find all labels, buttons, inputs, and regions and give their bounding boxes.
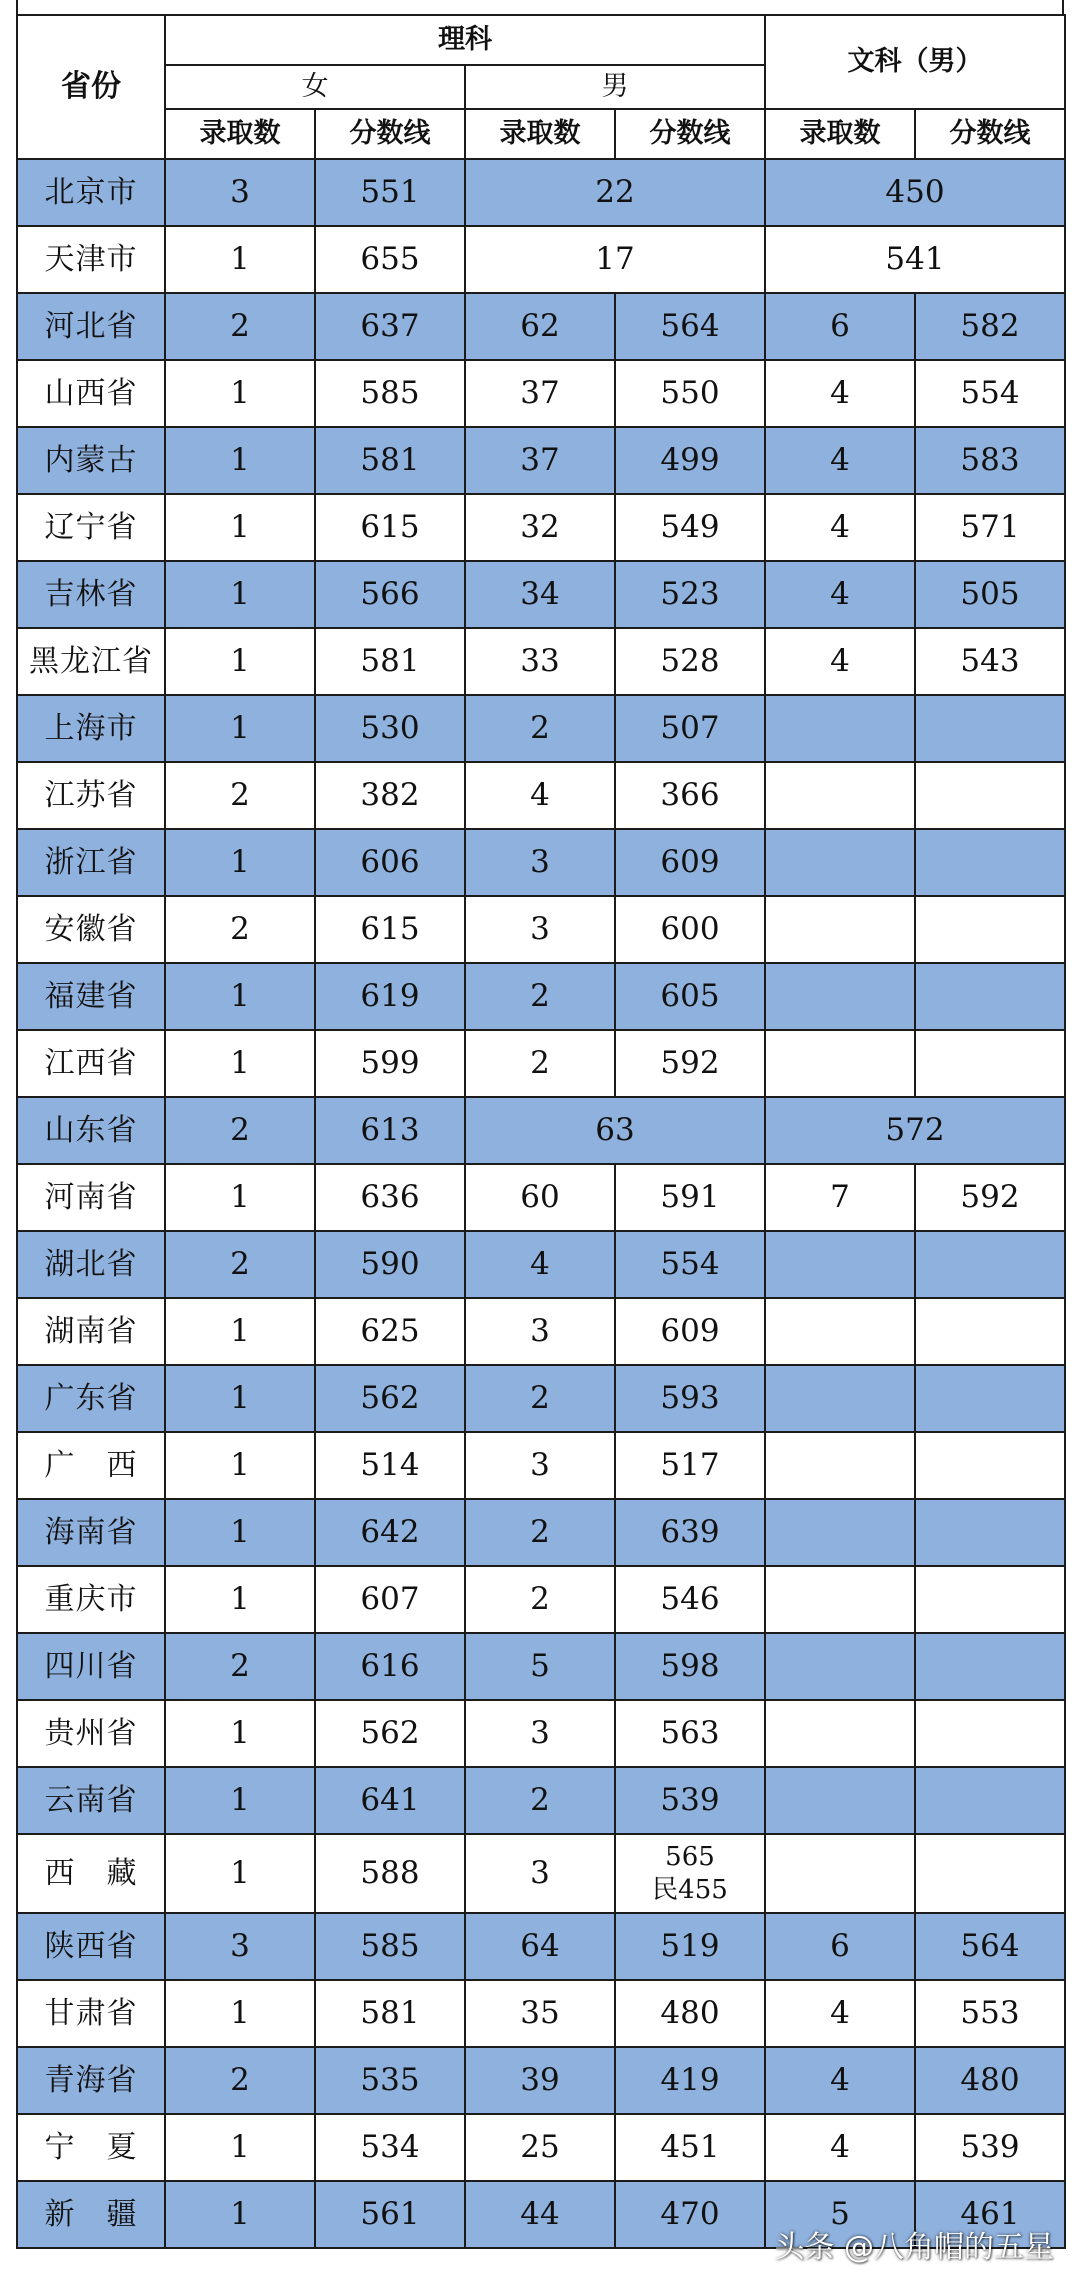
province-cell: 新 疆 <box>17 2181 165 2248</box>
female-score-cell: 607 <box>315 1566 465 1633</box>
table-row <box>17 1767 1065 1834</box>
liberal-admitted-cell <box>765 1767 915 1834</box>
liberal-score-cell: 571 <box>915 494 1065 561</box>
liberal-score-cell <box>915 1231 1065 1298</box>
female-admitted-cell: 1 <box>165 427 315 494</box>
male-score-cell: 528 <box>615 628 765 695</box>
male-admitted-cell: 32 <box>465 494 615 561</box>
male-score-cell: 605 <box>615 963 765 1030</box>
header-liberal-arts: 文科（男） <box>765 15 1065 109</box>
female-score-cell: 562 <box>315 1700 465 1767</box>
province-cell: 贵州省 <box>17 1700 165 1767</box>
liberal-score-cell <box>915 1030 1065 1097</box>
male-score-cell: 554 <box>615 1231 765 1298</box>
liberal-score-cell: 461 <box>915 2181 1065 2248</box>
table-row <box>17 695 1065 762</box>
female-score-cell: 551 <box>315 159 465 226</box>
header-female: 女 <box>165 65 465 109</box>
table-row <box>17 896 1065 963</box>
male-admitted-cell: 3 <box>465 896 615 963</box>
province-cell: 云南省 <box>17 1767 165 1834</box>
male-score-cell: 598 <box>615 1633 765 1700</box>
table-row <box>17 1432 1065 1499</box>
female-admitted-cell: 1 <box>165 561 315 628</box>
table-row <box>17 762 1065 829</box>
liberal-admitted-cell: 4 <box>765 2114 915 2181</box>
female-admitted-cell: 1 <box>165 1499 315 1566</box>
male-admitted-cell: 35 <box>465 1980 615 2047</box>
female-admitted-cell: 1 <box>165 1298 315 1365</box>
male-score-cell: 591 <box>615 1164 765 1231</box>
table-row <box>17 226 1065 293</box>
female-admitted-cell: 2 <box>165 1097 315 1164</box>
male-admitted-cell: 2 <box>465 1767 615 1834</box>
table-row <box>17 1980 1065 2047</box>
liberal-admitted-cell <box>765 1231 915 1298</box>
liberal-admitted-cell <box>765 1298 915 1365</box>
liberal-score-cell <box>915 1566 1065 1633</box>
female-admitted-cell: 1 <box>165 1432 315 1499</box>
liberal-admitted-cell: 4 <box>765 360 915 427</box>
header-score-line: 分数线 <box>315 109 465 159</box>
liberal-admitted-cell: 4 <box>765 1980 915 2047</box>
province-cell: 上海市 <box>17 695 165 762</box>
liberal-admitted-cell <box>765 1432 915 1499</box>
male-score-cell: 549 <box>615 494 765 561</box>
male-score-cell: 470 <box>615 2181 765 2248</box>
liberal-score-cell <box>915 762 1065 829</box>
male-admitted-cell: 2 <box>465 1566 615 1633</box>
table-row <box>17 1097 1065 1164</box>
liberal-admitted-cell <box>765 762 915 829</box>
female-admitted-cell: 1 <box>165 226 315 293</box>
female-admitted-cell: 1 <box>165 963 315 1030</box>
province-cell: 北京市 <box>17 159 165 226</box>
male-score-cell: 600 <box>615 896 765 963</box>
male-admitted-cell: 3 <box>465 1834 615 1913</box>
female-admitted-cell: 3 <box>165 1913 315 1980</box>
liberal-admitted-cell <box>765 963 915 1030</box>
province-cell: 陕西省 <box>17 1913 165 1980</box>
table-top-edge <box>16 0 1064 14</box>
female-admitted-cell: 1 <box>165 2114 315 2181</box>
province-cell: 辽宁省 <box>17 494 165 561</box>
header-male: 男 <box>465 65 765 109</box>
male-score-cell: 593 <box>615 1365 765 1432</box>
male-score-cell: 564 <box>615 293 765 360</box>
table-row <box>17 1231 1065 1298</box>
liberal-admitted-cell: 5 <box>765 2181 915 2248</box>
female-admitted-cell: 3 <box>165 159 315 226</box>
male-score-cell <box>615 1834 765 1913</box>
male-merged-cell: 22 <box>465 159 765 226</box>
province-cell: 吉林省 <box>17 561 165 628</box>
liberal-score-cell <box>915 1365 1065 1432</box>
table-row <box>17 293 1065 360</box>
liberal-admitted-cell <box>765 1566 915 1633</box>
liberal-score-cell <box>915 1499 1065 1566</box>
male-admitted-cell: 33 <box>465 628 615 695</box>
province-cell: 福建省 <box>17 963 165 1030</box>
male-admitted-cell: 3 <box>465 829 615 896</box>
female-score-cell: 613 <box>315 1097 465 1164</box>
female-score-cell: 641 <box>315 1767 465 1834</box>
female-score-cell: 581 <box>315 427 465 494</box>
female-score-cell: 534 <box>315 2114 465 2181</box>
male-score-value: 565 <box>665 1842 715 1872</box>
female-score-cell: 606 <box>315 829 465 896</box>
male-score-cell: 366 <box>615 762 765 829</box>
province-cell: 天津市 <box>17 226 165 293</box>
female-admitted-cell: 1 <box>165 1700 315 1767</box>
male-admitted-cell: 2 <box>465 1030 615 1097</box>
province-cell: 黑龙江省 <box>17 628 165 695</box>
liberal-admitted-cell <box>765 1700 915 1767</box>
female-admitted-cell: 1 <box>165 1030 315 1097</box>
female-score-cell: 535 <box>315 2047 465 2114</box>
table-row <box>17 2047 1065 2114</box>
male-admitted-cell: 39 <box>465 2047 615 2114</box>
liberal-merged-cell: 541 <box>765 226 1065 293</box>
liberal-merged-cell: 572 <box>765 1097 1065 1164</box>
female-admitted-cell: 2 <box>165 762 315 829</box>
female-score-cell: 655 <box>315 226 465 293</box>
male-admitted-cell: 4 <box>465 1231 615 1298</box>
liberal-score-cell <box>915 695 1065 762</box>
male-score-cell: 639 <box>615 1499 765 1566</box>
table-row <box>17 1566 1065 1633</box>
table-row <box>17 494 1065 561</box>
female-admitted-cell: 1 <box>165 1980 315 2047</box>
table-row <box>17 1633 1065 1700</box>
male-score-cell: 592 <box>615 1030 765 1097</box>
male-admitted-cell: 4 <box>465 762 615 829</box>
male-score-cell: 480 <box>615 1980 765 2047</box>
province-cell: 湖南省 <box>17 1298 165 1365</box>
female-admitted-cell: 1 <box>165 1834 315 1913</box>
liberal-admitted-cell: 6 <box>765 1913 915 1980</box>
female-admitted-cell: 1 <box>165 2181 315 2248</box>
male-admitted-cell: 2 <box>465 695 615 762</box>
table-row <box>17 628 1065 695</box>
liberal-score-cell <box>915 1432 1065 1499</box>
female-score-cell: 615 <box>315 896 465 963</box>
male-admitted-cell: 62 <box>465 293 615 360</box>
liberal-score-cell <box>915 1834 1065 1913</box>
female-admitted-cell: 1 <box>165 1365 315 1432</box>
admissions-table <box>16 14 1066 2249</box>
liberal-score-cell <box>915 1767 1065 1834</box>
female-score-cell: 581 <box>315 1980 465 2047</box>
female-score-cell: 382 <box>315 762 465 829</box>
table-row <box>17 1298 1065 1365</box>
table-row <box>17 360 1065 427</box>
male-admitted-cell: 37 <box>465 427 615 494</box>
header-science: 理科 <box>165 15 765 65</box>
male-merged-cell: 17 <box>465 226 765 293</box>
female-score-cell: 585 <box>315 1913 465 1980</box>
female-score-cell: 590 <box>315 1231 465 1298</box>
male-admitted-cell: 25 <box>465 2114 615 2181</box>
province-cell: 浙江省 <box>17 829 165 896</box>
province-cell: 海南省 <box>17 1499 165 1566</box>
liberal-admitted-cell <box>765 1365 915 1432</box>
table-row <box>17 2114 1065 2181</box>
liberal-admitted-cell: 4 <box>765 494 915 561</box>
table-body <box>17 159 1065 2248</box>
female-admitted-cell: 1 <box>165 695 315 762</box>
liberal-score-cell: 583 <box>915 427 1065 494</box>
province-cell: 山东省 <box>17 1097 165 1164</box>
male-admitted-cell: 3 <box>465 1700 615 1767</box>
male-score-cell: 517 <box>615 1432 765 1499</box>
female-score-cell: 616 <box>315 1633 465 1700</box>
liberal-merged-cell: 450 <box>765 159 1065 226</box>
liberal-admitted-cell: 6 <box>765 293 915 360</box>
province-cell: 江西省 <box>17 1030 165 1097</box>
female-admitted-cell: 2 <box>165 1231 315 1298</box>
male-admitted-cell: 2 <box>465 1365 615 1432</box>
liberal-admitted-cell <box>765 1030 915 1097</box>
table-row <box>17 1164 1065 1231</box>
male-score-cell: 609 <box>615 1298 765 1365</box>
female-score-cell: 637 <box>315 293 465 360</box>
male-admitted-cell: 5 <box>465 1633 615 1700</box>
male-score-cell: 523 <box>615 561 765 628</box>
female-score-cell: 636 <box>315 1164 465 1231</box>
male-score-cell: 519 <box>615 1913 765 1980</box>
table-row <box>17 1700 1065 1767</box>
liberal-admitted-cell <box>765 1834 915 1913</box>
admissions-table-container <box>16 14 1064 2249</box>
liberal-score-cell: 582 <box>915 293 1065 360</box>
liberal-score-cell: 505 <box>915 561 1065 628</box>
province-cell: 安徽省 <box>17 896 165 963</box>
liberal-score-cell: 543 <box>915 628 1065 695</box>
liberal-score-cell <box>915 1633 1065 1700</box>
male-score-cell: 563 <box>615 1700 765 1767</box>
liberal-score-cell: 564 <box>915 1913 1065 1980</box>
province-cell: 广东省 <box>17 1365 165 1432</box>
liberal-score-cell: 592 <box>915 1164 1065 1231</box>
female-admitted-cell: 2 <box>165 293 315 360</box>
liberal-admitted-cell: 4 <box>765 628 915 695</box>
liberal-score-cell: 539 <box>915 2114 1065 2181</box>
male-score-cell: 451 <box>615 2114 765 2181</box>
header-admitted: 录取数 <box>165 109 315 159</box>
liberal-score-cell <box>915 963 1065 1030</box>
male-score-cell: 546 <box>615 1566 765 1633</box>
male-score-cell: 499 <box>615 427 765 494</box>
male-score-cell: 419 <box>615 2047 765 2114</box>
female-admitted-cell: 2 <box>165 2047 315 2114</box>
table-row <box>17 1365 1065 1432</box>
female-score-cell: 625 <box>315 1298 465 1365</box>
female-admitted-cell: 1 <box>165 1566 315 1633</box>
table-header <box>17 15 1065 159</box>
female-admitted-cell: 1 <box>165 360 315 427</box>
male-score-cell: 550 <box>615 360 765 427</box>
table-row <box>17 159 1065 226</box>
table-row <box>17 561 1065 628</box>
female-admitted-cell: 1 <box>165 1164 315 1231</box>
watermark: 头条 @八角帽的五星 <box>774 2230 1054 2265</box>
liberal-admitted-cell: 4 <box>765 2047 915 2114</box>
male-admitted-cell: 64 <box>465 1913 615 1980</box>
male-score-cell: 507 <box>615 695 765 762</box>
male-admitted-cell: 3 <box>465 1432 615 1499</box>
liberal-admitted-cell <box>765 695 915 762</box>
female-score-cell: 599 <box>315 1030 465 1097</box>
liberal-admitted-cell <box>765 1633 915 1700</box>
female-score-cell: 581 <box>315 628 465 695</box>
female-score-cell: 642 <box>315 1499 465 1566</box>
table-row <box>17 963 1065 1030</box>
header-admitted: 录取数 <box>765 109 915 159</box>
province-cell: 重庆市 <box>17 1566 165 1633</box>
female-score-cell: 514 <box>315 1432 465 1499</box>
table-row <box>17 1834 1065 1913</box>
liberal-score-cell: 554 <box>915 360 1065 427</box>
liberal-score-cell <box>915 896 1065 963</box>
liberal-admitted-cell: 4 <box>765 561 915 628</box>
male-score-cell: 539 <box>615 1767 765 1834</box>
province-cell: 青海省 <box>17 2047 165 2114</box>
header-admitted: 录取数 <box>465 109 615 159</box>
liberal-score-cell <box>915 1700 1065 1767</box>
male-admitted-cell: 60 <box>465 1164 615 1231</box>
male-admitted-cell: 2 <box>465 1499 615 1566</box>
table-row <box>17 427 1065 494</box>
province-cell: 广 西 <box>17 1432 165 1499</box>
female-score-cell: 566 <box>315 561 465 628</box>
female-score-cell: 562 <box>315 1365 465 1432</box>
female-admitted-cell: 1 <box>165 829 315 896</box>
table-row <box>17 1913 1065 1980</box>
female-admitted-cell: 1 <box>165 628 315 695</box>
male-admitted-cell: 3 <box>465 1298 615 1365</box>
male-merged-cell: 63 <box>465 1097 765 1164</box>
male-admitted-cell: 34 <box>465 561 615 628</box>
province-cell: 宁 夏 <box>17 2114 165 2181</box>
female-admitted-cell: 2 <box>165 1633 315 1700</box>
female-score-cell: 585 <box>315 360 465 427</box>
male-score-minority-value: 民455 <box>652 1874 728 1905</box>
female-admitted-cell: 2 <box>165 896 315 963</box>
liberal-admitted-cell <box>765 829 915 896</box>
male-admitted-cell: 37 <box>465 360 615 427</box>
province-cell: 内蒙古 <box>17 427 165 494</box>
liberal-admitted-cell: 7 <box>765 1164 915 1231</box>
male-score-cell: 609 <box>615 829 765 896</box>
male-admitted-cell: 44 <box>465 2181 615 2248</box>
female-score-cell: 615 <box>315 494 465 561</box>
table-row <box>17 829 1065 896</box>
liberal-admitted-cell: 4 <box>765 427 915 494</box>
province-cell: 四川省 <box>17 1633 165 1700</box>
liberal-admitted-cell <box>765 1499 915 1566</box>
province-cell: 河南省 <box>17 1164 165 1231</box>
header-score-line: 分数线 <box>615 109 765 159</box>
province-cell: 湖北省 <box>17 1231 165 1298</box>
liberal-score-cell: 480 <box>915 2047 1065 2114</box>
liberal-score-cell <box>915 829 1065 896</box>
header-score-line: 分数线 <box>915 109 1065 159</box>
female-score-cell: 561 <box>315 2181 465 2248</box>
female-score-cell: 619 <box>315 963 465 1030</box>
liberal-score-cell <box>915 1298 1065 1365</box>
province-cell: 山西省 <box>17 360 165 427</box>
table-row <box>17 1499 1065 1566</box>
province-cell: 甘肃省 <box>17 1980 165 2047</box>
female-score-cell: 530 <box>315 695 465 762</box>
liberal-admitted-cell <box>765 896 915 963</box>
female-score-cell: 588 <box>315 1834 465 1913</box>
female-admitted-cell: 1 <box>165 494 315 561</box>
male-admitted-cell: 2 <box>465 963 615 1030</box>
province-cell: 江苏省 <box>17 762 165 829</box>
female-admitted-cell: 1 <box>165 1767 315 1834</box>
liberal-score-cell: 553 <box>915 1980 1065 2047</box>
province-cell: 河北省 <box>17 293 165 360</box>
header-province: 省份 <box>17 15 165 159</box>
province-cell: 西 藏 <box>17 1834 165 1913</box>
table-row <box>17 1030 1065 1097</box>
